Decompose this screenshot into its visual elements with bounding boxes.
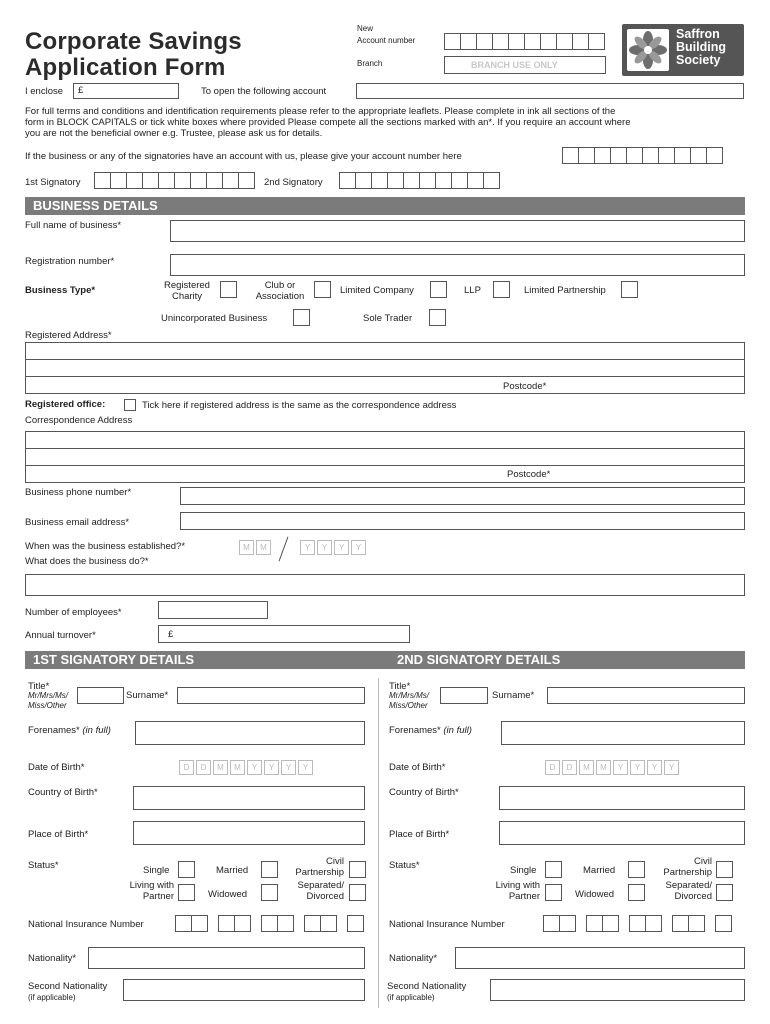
sig2-second-nat-input[interactable] xyxy=(490,979,745,1001)
dob-digit[interactable]: M xyxy=(596,760,611,775)
dob-digit[interactable]: Y xyxy=(613,760,628,775)
branch-field xyxy=(444,56,606,74)
dob-digit[interactable]: Y xyxy=(664,760,679,775)
sig2-in-full: (in full) xyxy=(443,725,472,736)
unincorporated-checkbox[interactable] xyxy=(293,309,310,326)
sig1-married-checkbox[interactable] xyxy=(261,861,278,878)
signatory-divider xyxy=(378,678,379,1008)
registered-charity-label: Registered xyxy=(164,280,210,291)
sig2-separated-checkbox[interactable] xyxy=(716,884,733,901)
dob-digit[interactable]: Y xyxy=(298,760,313,775)
same-address-label: Tick here if registered address is the same as the correspondence address xyxy=(142,400,457,411)
sole-trader-checkbox[interactable] xyxy=(429,309,446,326)
sig2-place-label: Place of Birth* xyxy=(389,829,450,840)
dob-digit[interactable]: D xyxy=(196,760,211,775)
sig1-married-label: Married xyxy=(216,865,249,876)
dob-digit[interactable]: D xyxy=(562,760,577,775)
sig2-separated-label: Separated/ xyxy=(665,880,712,891)
logo-text xyxy=(676,28,726,67)
llp-checkbox[interactable] xyxy=(493,281,510,298)
club-association-checkbox[interactable] xyxy=(314,281,331,298)
correspondence-address-label: Correspondence Address xyxy=(25,415,133,426)
business-type-label: Business Type* xyxy=(25,285,96,296)
dob-digit[interactable]: D xyxy=(545,760,560,775)
enclose-amount-field[interactable] xyxy=(73,83,179,99)
sig2-ni-boxes-5[interactable] xyxy=(715,915,732,932)
sig2-ni-boxes-3[interactable] xyxy=(629,915,662,932)
limited-partnership-checkbox[interactable] xyxy=(621,281,638,298)
sig2-forenames-text: Forenames* xyxy=(389,725,441,736)
dob-digit[interactable]: Y xyxy=(647,760,662,775)
sig1-living-label: Living with xyxy=(129,880,174,891)
sig1-widowed-checkbox[interactable] xyxy=(261,884,278,901)
logo-line2: Building xyxy=(676,40,726,54)
sig1-separated-label: Separated/ xyxy=(297,880,344,891)
correspondence-postcode-label: Postcode* xyxy=(507,469,551,480)
sig1-single-label: Single xyxy=(143,865,170,876)
sig1-account-boxes[interactable] xyxy=(94,172,255,189)
sig1-ni-boxes-4[interactable] xyxy=(304,915,337,932)
turnover-currency: £ xyxy=(168,629,174,640)
correspondence-address-input[interactable] xyxy=(25,431,745,483)
what-business-input[interactable] xyxy=(25,574,745,596)
month-digit[interactable]: M xyxy=(256,540,271,555)
dob-digit[interactable]: Y xyxy=(264,760,279,775)
llp-label: LLP xyxy=(464,285,481,296)
sig1-title-label: Title* xyxy=(28,681,50,692)
sig1-ni-boxes-3[interactable] xyxy=(261,915,294,932)
sig2-country-label: Country of Birth* xyxy=(389,787,459,798)
sig2-place-input[interactable] xyxy=(499,821,745,845)
registered-postcode-label: Postcode* xyxy=(503,381,547,392)
new-account-number-boxes[interactable] xyxy=(444,33,605,50)
logo-line1: Saffron xyxy=(676,27,720,41)
sig1-title-options: Mr/Mrs/Ms/ xyxy=(28,691,68,700)
registered-address-label: Registered Address* xyxy=(25,330,112,341)
phone-label: Business phone number* xyxy=(25,487,132,498)
sig1-title-input[interactable] xyxy=(77,687,124,704)
email-input[interactable] xyxy=(180,512,745,530)
intro-line2: form in BLOCK CAPITALS or tick white boxes where provided Please compete all the sections marked with an*. If you require an account where xyxy=(25,117,631,128)
same-address-checkbox[interactable] xyxy=(124,399,136,411)
sig1-nationality-input[interactable] xyxy=(88,947,365,969)
existing-account-question: If the business or any of the signatories have an account with us, please give your account number here xyxy=(25,151,462,162)
branch-use-only: BRANCH USE ONLY xyxy=(471,60,558,70)
new-account-label: New xyxy=(357,24,374,33)
employees-label: Number of employees* xyxy=(25,607,122,618)
sig2-title-input[interactable] xyxy=(440,687,488,704)
sig1-account-label: 1st Signatory xyxy=(25,177,81,188)
sig1-second-nat-label: Second Nationality xyxy=(28,981,108,992)
registered-charity-label-2: Charity xyxy=(171,291,203,302)
dob-digit[interactable]: M xyxy=(230,760,245,775)
sig1-if-applicable: (if applicable) xyxy=(28,993,76,1002)
dob-digit[interactable]: M xyxy=(579,760,594,775)
sig2-widowed-label: Widowed xyxy=(575,889,615,900)
limited-company-checkbox[interactable] xyxy=(430,281,447,298)
sig2-surname-input[interactable] xyxy=(547,687,745,704)
sig2-heading: 2ND SIGNATORY DETAILS xyxy=(397,652,561,667)
sig1-surname-input[interactable] xyxy=(177,687,365,704)
sig1-living-label-2: Partner xyxy=(142,891,174,902)
saffron-logo xyxy=(622,24,744,76)
sig2-civil-label: Civil xyxy=(694,856,712,867)
full-name-label: Full name of business* xyxy=(25,220,122,231)
sig2-account-label: 2nd Signatory xyxy=(264,177,323,188)
turnover-label: Annual turnover* xyxy=(25,630,96,641)
logo-line3: Society xyxy=(676,53,721,67)
sig2-second-nat-label: Second Nationality xyxy=(387,981,467,992)
sig2-civil-label-2: Partnership xyxy=(663,867,712,878)
year-digit[interactable]: Y xyxy=(351,540,366,555)
dob-digit[interactable]: Y xyxy=(247,760,262,775)
dob-digit[interactable]: M xyxy=(213,760,228,775)
established-year-boxes[interactable] xyxy=(300,540,368,555)
registered-charity-checkbox[interactable] xyxy=(220,281,237,298)
sig1-ni-boxes-2[interactable] xyxy=(218,915,251,932)
sig1-widowed-label: Widowed xyxy=(208,889,248,900)
established-label: When was the business established?* xyxy=(25,541,186,552)
sig2-if-applicable: (if applicable) xyxy=(387,993,435,1002)
sig2-civil-checkbox[interactable] xyxy=(716,861,733,878)
intro-line3: you are not the beneficial owner e.g. Trustee, please ask us for details. xyxy=(25,128,323,139)
sig2-ni-boxes-4[interactable] xyxy=(672,915,705,932)
sig2-ni-boxes-1[interactable] xyxy=(543,915,576,932)
registered-office-label: Registered office: xyxy=(25,399,106,410)
existing-account-boxes[interactable] xyxy=(562,147,723,164)
reg-number-input[interactable] xyxy=(170,254,745,276)
sig2-surname-label: Surname* xyxy=(492,690,535,701)
employees-input[interactable] xyxy=(158,601,268,619)
sig1-place-label: Place of Birth* xyxy=(28,829,89,840)
limited-company-label: Limited Company xyxy=(340,285,414,296)
sig2-ni-boxes-2[interactable] xyxy=(586,915,619,932)
sig1-dob-boxes[interactable] xyxy=(179,760,315,775)
sig1-in-full: (in full) xyxy=(82,725,111,736)
business-details-heading: BUSINESS DETAILS xyxy=(25,197,745,215)
dob-digit[interactable]: Y xyxy=(630,760,645,775)
sig1-status-label: Status* xyxy=(28,860,59,871)
branch-label: Branch xyxy=(357,59,383,68)
turnover-input[interactable] xyxy=(158,625,410,643)
sig1-ni-boxes-5[interactable] xyxy=(347,915,364,932)
sig2-status-label: Status* xyxy=(389,860,420,871)
sig1-country-label: Country of Birth* xyxy=(28,787,98,798)
sig2-separated-label-2: Divorced xyxy=(674,891,712,902)
signatory-heading-bar xyxy=(25,651,745,669)
open-account-label: To open the following account xyxy=(201,86,327,97)
sig1-ni-label: National Insurance Number xyxy=(28,919,144,930)
sig2-account-boxes[interactable] xyxy=(339,172,500,189)
year-digit[interactable]: Y xyxy=(317,540,332,555)
enclose-currency: £ xyxy=(78,85,84,96)
sig2-nationality-input[interactable] xyxy=(455,947,745,969)
sig1-civil-checkbox[interactable] xyxy=(349,861,366,878)
sig2-living-checkbox[interactable] xyxy=(545,884,562,901)
sig1-title-options-2: Miss/Other xyxy=(28,701,67,710)
sig1-nationality-label: Nationality* xyxy=(28,953,77,964)
email-label: Business email address* xyxy=(25,517,130,528)
sig1-place-input[interactable] xyxy=(133,821,365,845)
sig2-country-input[interactable] xyxy=(499,786,745,810)
sig2-single-checkbox[interactable] xyxy=(545,861,562,878)
saffron-flower-icon xyxy=(627,29,669,71)
year-digit[interactable]: Y xyxy=(334,540,349,555)
sig1-forenames-label xyxy=(28,726,111,736)
sig2-living-label: Living with xyxy=(495,880,540,891)
sig2-title-options: Mr/Mrs/Ms/ xyxy=(389,691,429,700)
open-account-field[interactable] xyxy=(356,83,744,99)
sig2-forenames-input[interactable] xyxy=(501,721,745,745)
unincorporated-label: Unincorporated Business xyxy=(161,313,268,324)
form-title-line1: Corporate Savings xyxy=(25,28,242,55)
date-separator xyxy=(279,537,289,562)
sig1-civil-label: Civil xyxy=(326,856,344,867)
enclose-label: I enclose xyxy=(25,86,64,97)
sig1-living-checkbox[interactable] xyxy=(178,884,195,901)
sig2-forenames-label xyxy=(389,726,472,736)
sig2-title-label: Title* xyxy=(389,681,411,692)
sig2-ni-label: National Insurance Number xyxy=(389,919,505,930)
sig1-ni-boxes-1[interactable] xyxy=(175,915,208,932)
dob-digit[interactable]: D xyxy=(179,760,194,775)
form-title-line2: Application Form xyxy=(25,54,226,81)
club-label: Club or xyxy=(264,280,296,291)
sig1-single-checkbox[interactable] xyxy=(178,861,195,878)
year-digit[interactable]: Y xyxy=(300,540,315,555)
phone-input[interactable] xyxy=(180,487,745,505)
sig2-married-checkbox[interactable] xyxy=(628,861,645,878)
sig2-dob-boxes[interactable] xyxy=(545,760,681,775)
club-label-2: Association xyxy=(255,291,305,302)
sig1-forenames-input[interactable] xyxy=(135,721,365,745)
sig2-married-label: Married xyxy=(583,865,616,876)
sig2-living-label-2: Partner xyxy=(508,891,540,902)
dob-digit[interactable]: Y xyxy=(281,760,296,775)
new-account-label-2: Account number xyxy=(357,36,416,45)
reg-number-label: Registration number* xyxy=(25,256,115,267)
sig1-country-input[interactable] xyxy=(133,786,365,810)
limited-partnership-label: Limited Partnership xyxy=(524,285,606,296)
sig2-nationality-label: Nationality* xyxy=(389,953,438,964)
month-digit[interactable]: M xyxy=(239,540,254,555)
sig1-separated-checkbox[interactable] xyxy=(349,884,366,901)
what-business-label: What does the business do?* xyxy=(25,556,149,567)
registered-address-input[interactable] xyxy=(25,342,745,394)
full-name-input[interactable] xyxy=(170,220,745,242)
sig1-dob-label: Date of Birth* xyxy=(28,762,85,773)
sig2-widowed-checkbox[interactable] xyxy=(628,884,645,901)
sig1-second-nat-input[interactable] xyxy=(123,979,365,1001)
intro-line1: For full terms and conditions and identification requirements please refer to the appropriate leaflets. Please complete in ink all sections of the xyxy=(25,106,616,117)
sig1-surname-label: Surname* xyxy=(126,690,169,701)
established-month-boxes[interactable] xyxy=(239,540,273,555)
sig2-title-options-2: Miss/Other xyxy=(389,701,428,710)
sole-trader-label: Sole Trader xyxy=(363,313,413,324)
sig1-civil-label-2: Partnership xyxy=(295,867,344,878)
sig1-forenames-text: Forenames* xyxy=(28,725,80,736)
sig2-dob-label: Date of Birth* xyxy=(389,762,446,773)
sig2-single-label: Single xyxy=(510,865,537,876)
sig1-separated-label-2: Divorced xyxy=(306,891,344,902)
sig1-heading: 1ST SIGNATORY DETAILS xyxy=(33,652,195,667)
